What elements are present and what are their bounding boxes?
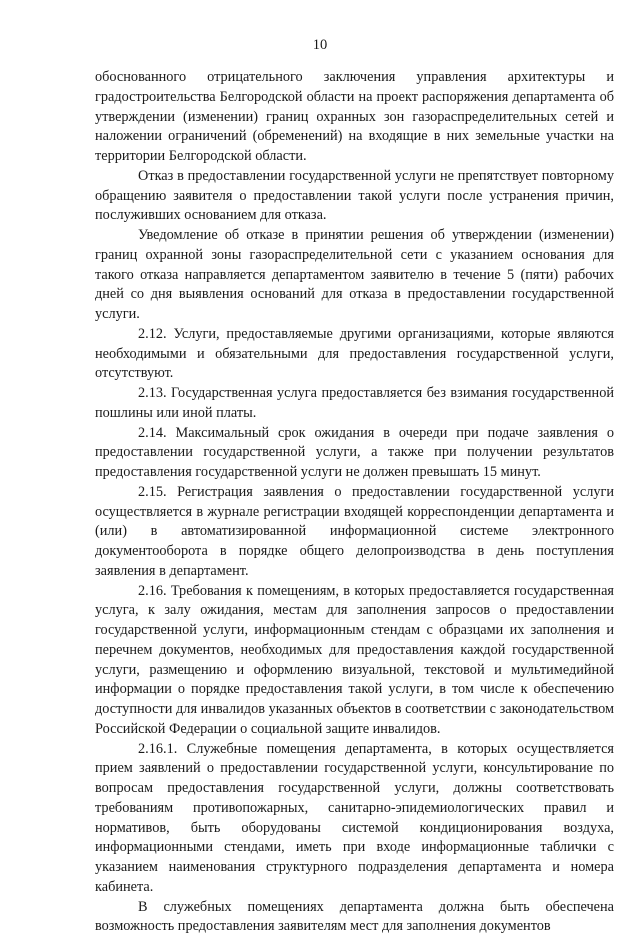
paragraph-refusal-notice: Уведомление об отказе в принятии решения об утверждении (изменении) границ охранной зоны газораспределительной сети с указанием основания для такого отказа направляется департаментом заявителю в течение 5 (пяти) рабочих дней со дня выявления оснований для отказа в предоставлении государственной услуги. [95,226,614,325]
document-body [95,68,614,937]
page-number: 10 [0,37,640,54]
paragraph-2-12: 2.12. Услуги, предоставляемые другими организациями, которые являются необходимыми и обязательными для предоставления государственной услуги, отсутствуют. [95,325,614,384]
paragraph-2-16: 2.16. Требования к помещениям, в которых предоставляется государственная услуга, к залу ожидания, местам для заполнения запросов о предоставлении государственной услуги, информационным стендам с образцами их заполнения и перечнем документов, необходимых для предоставления каждой государственной услуги, размещению и оформлению визуальной, текстовой и мультимедийной информации о порядке предоставления такой услуги, в том числе к обеспечению доступности для инвалидов указанных объектов в соответствии с законодательством Российской Федерации о социальной защите инвалидов. [95,582,614,740]
paragraph-workplaces: В служебных помещениях департамента должна быть обеспечена возможность предоставления заявителям мест для заполнения документов [95,898,614,937]
paragraph-continuation: обоснованного отрицательного заключения управления архитектуры и градостроительства Белгородской области на проект распоряжения департамента об утверждении (изменении) границ охранных зон газораспределительных сетей и наложении ограничений (обременений) на входящие в них земельные участки на территории Белгородской области. [95,68,614,167]
paragraph-refusal-not-barrier: Отказ в предоставлении государственной услуги не препятствует повторному обращению заявителя о предоставлении такой услуги после устранения причин, послуживших основанием для отказа. [95,167,614,226]
paragraph-2-13: 2.13. Государственная услуга предоставляется без взимания государственной пошлины или иной платы. [95,384,614,424]
paragraph-2-16-1: 2.16.1. Служебные помещения департамента, в которых осуществляется прием заявлений о предоставлении государственной услуги, консультирование по вопросам предоставления государственной услуги, должны соответствовать требованиям противопожарных, санитарно-эпидемиологических правил и нормативов, быть оборудованы системой кондиционирования воздуха, информационными стендами, иметь при входе информационные таблички с указанием наименования структурного подразделения департамента и номера кабинета. [95,740,614,898]
paragraph-2-15: 2.15. Регистрация заявления о предоставлении государственной услуги осуществляется в журнале регистрации входящей корреспонденции департамента и (или) в автоматизированной информационной системе электронного документооборота в порядке общего делопроизводства в день поступления заявления в департамент. [95,483,614,582]
paragraph-2-14: 2.14. Максимальный срок ожидания в очереди при подаче заявления о предоставлении государственной услуги, а также при получении результатов предоставления государственной услуги не должен превышать 15 минут. [95,424,614,483]
